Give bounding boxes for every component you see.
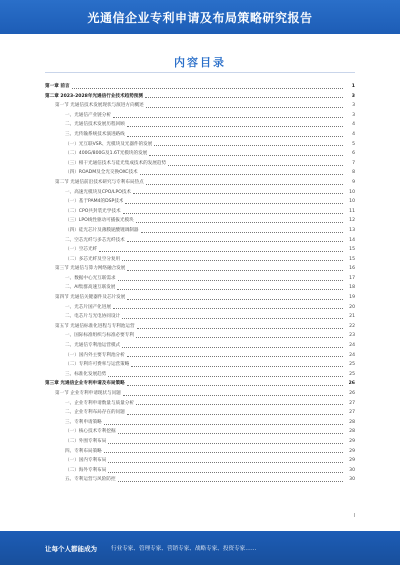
toc-entry-page: 10 <box>349 199 355 205</box>
toc-entry[interactable] <box>45 264 355 274</box>
toc-entry[interactable] <box>45 437 355 447</box>
table-of-contents <box>45 82 355 485</box>
toc-entry-page: 4 <box>352 122 355 128</box>
toc-entry-page: 10 <box>349 189 355 195</box>
toc-entry[interactable] <box>45 140 355 150</box>
toc-entry[interactable] <box>45 236 355 246</box>
toc-entry-title: 一、高速光模块及CPO/LPO技术 <box>65 189 132 195</box>
toc-leader-dots <box>136 337 343 338</box>
toc-entry[interactable] <box>45 207 355 217</box>
toc-entry-page: 8 <box>352 170 355 176</box>
toc-leader-dots <box>149 155 343 156</box>
toc-entry-page: 9 <box>352 179 355 185</box>
toc-leader-dots <box>127 299 343 300</box>
toc-leader-dots <box>131 366 343 367</box>
toc-leader-dots <box>123 213 343 214</box>
toc-entry-title: （一）核心技术专利挖掘 <box>65 429 116 435</box>
toc-leader-dots <box>118 481 343 482</box>
toc-leader-dots <box>122 260 343 261</box>
toc-entry[interactable] <box>45 341 355 351</box>
toc-entry-title: 一、数据中心光互联需求 <box>65 275 116 281</box>
toc-entry[interactable] <box>45 418 355 428</box>
toc-leader-dots <box>145 97 343 98</box>
toc-entry[interactable] <box>45 331 355 341</box>
toc-entry-title: （一）国内外主要专利池分析 <box>65 352 125 358</box>
toc-entry[interactable] <box>45 92 355 102</box>
toc-leader-dots <box>137 328 343 329</box>
toc-entry-page: 22 <box>349 323 355 329</box>
toc-entry-page: 12 <box>349 218 355 224</box>
toc-entry-page: 25 <box>349 362 355 368</box>
toc-entry-title: 二、电芯片与光电协同设计 <box>65 314 121 320</box>
toc-entry-page: 24 <box>349 343 355 349</box>
toc-entry-page: 18 <box>349 285 355 291</box>
toc-entry-page: 15 <box>349 256 355 262</box>
toc-entry-page: 3 <box>352 112 355 118</box>
toc-leader-dots <box>108 443 343 444</box>
toc-entry[interactable] <box>45 466 355 476</box>
toc-entry-page: 29 <box>349 448 355 454</box>
toc-entry[interactable] <box>45 351 355 361</box>
toc-entry-title: （四）硅光芯片及薄膜铌酸锂调制器 <box>65 227 139 233</box>
toc-entry[interactable] <box>45 360 355 370</box>
toc-leader-dots <box>127 241 343 242</box>
toc-entry-page: 11 <box>349 208 355 214</box>
toc-entry[interactable] <box>45 130 355 140</box>
toc-leader-dots <box>104 424 343 425</box>
toc-entry-title: （二）海外专利布局 <box>65 467 107 473</box>
toc-leader-dots <box>127 136 343 137</box>
toc-leader-dots <box>146 107 343 108</box>
toc-leader-dots <box>127 356 343 357</box>
toc-entry-page: 26 <box>349 391 355 396</box>
toc-leader-dots <box>113 117 343 118</box>
toc-leader-dots <box>118 280 343 281</box>
toc-entry[interactable] <box>45 322 355 332</box>
toc-entry-page: 27 <box>349 410 355 416</box>
toc-entry[interactable] <box>45 159 355 169</box>
toc-leader-dots <box>146 184 343 185</box>
toc-entry[interactable] <box>45 475 355 485</box>
toc-entry-title: 二、光通信技术发展历程回顾 <box>65 122 125 128</box>
toc-entry-title: （二）400G/800G及1.6T光模块的发展 <box>65 151 148 157</box>
toc-entry-page: 24 <box>349 352 355 358</box>
footer-tagline: 行业专家、管理专家、营销专家、战略专家、投资专家…… <box>111 546 257 552</box>
toc-entry-title: （一）国内专利布局 <box>65 458 107 464</box>
toc-entry-page: 3 <box>351 93 355 99</box>
toc-entry-page: 26 <box>348 381 355 387</box>
toc-entry-page: 15 <box>349 247 355 253</box>
toc-entry[interactable] <box>45 101 355 111</box>
page-number: I <box>353 513 355 519</box>
footer-slogan: 让每个人都能成为 <box>45 544 97 553</box>
toc-divider <box>45 72 355 73</box>
footer-banner <box>0 531 400 565</box>
toc-entry-title: （二）CPO共封装光学技术 <box>65 208 121 214</box>
toc-entry-page: 16 <box>349 266 355 272</box>
report-header-banner <box>0 0 400 34</box>
toc-leader-dots <box>133 193 343 194</box>
toc-entry-title: （一）光互联VSR、光模块及光器件的发展 <box>65 141 153 147</box>
toc-leader-dots <box>136 222 343 223</box>
toc-leader-dots <box>123 395 343 396</box>
toc-leader-dots <box>127 385 343 386</box>
toc-entry-page: 6 <box>352 151 355 157</box>
toc-leader-dots <box>136 404 343 405</box>
toc-entry-page: 29 <box>349 438 355 444</box>
toc-entry-page: 30 <box>349 477 355 483</box>
toc-entry-title: 二、企业专利布局存在的问题 <box>65 410 125 416</box>
toc-entry-title: 五、专利运营与风险防控 <box>65 477 116 483</box>
toc-entry-title: 一、光芯片国产化进展 <box>65 304 111 310</box>
toc-entry[interactable] <box>45 255 355 265</box>
toc-entry[interactable] <box>45 370 355 380</box>
toc-leader-dots <box>168 165 343 166</box>
toc-entry-title: 第四节 光通信关键器件及芯片发展 <box>55 295 126 301</box>
toc-entry-title: （二）专利许可费率与运营策略 <box>65 362 130 368</box>
toc-leader-dots <box>108 472 343 473</box>
toc-entry[interactable] <box>45 168 355 178</box>
toc-entry-page: 29 <box>349 458 355 464</box>
toc-leader-dots <box>117 289 343 290</box>
toc-entry-title: 一、国际标准组织与标准必要专利 <box>65 333 134 339</box>
toc-entry-title: 第二章 2023-2028年光通信行业技术趋势预测 <box>45 93 143 99</box>
toc-entry-page: 4 <box>352 131 355 137</box>
toc-leader-dots <box>127 126 343 127</box>
toc-entry-title: （二）外围专利布局 <box>65 438 107 444</box>
toc-entry-title: 四、专利布局策略 <box>65 448 102 454</box>
toc-entry-page: 25 <box>349 371 355 377</box>
toc-entry[interactable] <box>45 111 355 121</box>
toc-entry[interactable] <box>45 312 355 322</box>
toc-leader-dots <box>154 145 343 146</box>
toc-entry[interactable] <box>45 293 355 303</box>
toc-entry-title: （一）空芯光纤 <box>65 247 98 253</box>
toc-entry[interactable] <box>45 379 355 389</box>
toc-entry-page: 21 <box>349 314 355 320</box>
toc-entry-page: 13 <box>349 227 355 233</box>
toc-entry[interactable] <box>45 197 355 207</box>
toc-entry-page: 19 <box>349 295 355 301</box>
toc-leader-dots <box>122 347 343 348</box>
toc-entry[interactable] <box>45 178 355 188</box>
toc-entry-title: 第一节 企业专利申请现状与问题 <box>55 391 121 396</box>
toc-entry[interactable] <box>45 303 355 313</box>
toc-entry-title: 一、企业专利申请数量与质量分析 <box>65 400 134 406</box>
toc-entry[interactable] <box>45 120 355 130</box>
toc-entry[interactable] <box>45 245 355 255</box>
toc-entry-title: 第一节 光通信技术发展现状与演进方向概述 <box>55 103 144 109</box>
toc-entry-page: 14 <box>349 237 355 243</box>
toc-entry-title: 二、AI集群高速互联发展 <box>65 285 116 291</box>
toc-entry-page: 27 <box>349 400 355 406</box>
toc-leader-dots <box>72 88 343 89</box>
toc-entry-title: 第二节 光通信前沿技术研究与专利布局热点 <box>55 179 144 185</box>
toc-entry-page: 3 <box>352 103 355 109</box>
toc-entry-title: （三）LPO线性驱动可插拔光模块 <box>65 218 134 224</box>
toc-entry-page: 23 <box>349 333 355 339</box>
toc-leader-dots <box>108 462 343 463</box>
toc-leader-dots <box>108 376 343 377</box>
toc-entry-page: 30 <box>349 467 355 473</box>
toc-entry[interactable] <box>45 408 355 418</box>
toc-leader-dots <box>141 232 343 233</box>
toc-entry-title: 二、光通信专利池运营模式 <box>65 343 121 349</box>
toc-leader-dots <box>125 203 343 204</box>
report-title: 光通信企业专利申请及布局策略研究报告 <box>87 10 313 25</box>
toc-entry[interactable] <box>45 399 355 409</box>
toc-entry-title: 第一章 前言 <box>45 84 70 89</box>
toc-entry[interactable] <box>45 226 355 236</box>
toc-entry-page: 7 <box>352 160 355 166</box>
toc-entry[interactable] <box>45 82 355 92</box>
toc-leader-dots <box>122 318 343 319</box>
toc-entry-title: 三、标准化发展趋势 <box>65 371 107 377</box>
toc-entry[interactable] <box>45 283 355 293</box>
toc-entry-title: （一）基于PAM4的DSP技术 <box>65 199 124 205</box>
toc-leader-dots <box>127 270 343 271</box>
toc-entry[interactable] <box>45 456 355 466</box>
toc-entry-title: （四）ROADM及全光交换OXC技术 <box>65 170 138 176</box>
toc-entry-page: 1 <box>351 84 355 89</box>
toc-entry[interactable] <box>45 274 355 284</box>
toc-entry-title: 三、专利申请策略 <box>65 419 102 425</box>
toc-entry[interactable] <box>45 427 355 437</box>
toc-leader-dots <box>127 414 343 415</box>
toc-leader-dots <box>140 174 343 175</box>
toc-entry[interactable] <box>45 216 355 226</box>
toc-entry[interactable] <box>45 447 355 457</box>
toc-leader-dots <box>113 308 343 309</box>
toc-entry-page: 28 <box>349 429 355 435</box>
toc-leader-dots <box>104 452 343 453</box>
toc-title: 内容目录 <box>174 56 226 69</box>
toc-entry-title: 三、光传输系统技术演进路线 <box>65 131 125 137</box>
toc-entry-title: 第三节 光通信与算力网络融合发展 <box>55 266 126 272</box>
toc-entry-title: （三）相干光通信技术与硅光集成技术的发展趋势 <box>65 160 167 166</box>
toc-leader-dots <box>99 251 343 252</box>
toc-leader-dots <box>118 433 343 434</box>
toc-entry[interactable] <box>45 389 355 399</box>
toc-entry-page: 17 <box>349 275 355 281</box>
toc-entry-page: 5 <box>352 141 355 147</box>
toc-entry-title: 一、光通信产业链分析 <box>65 112 111 118</box>
toc-entry-title: 二、空芯光纤与多芯光纤技术 <box>65 237 125 243</box>
toc-entry-page: 20 <box>349 304 355 310</box>
toc-entry-title: （二）多芯光纤及空分复用 <box>65 256 121 262</box>
toc-entry-page: 28 <box>349 419 355 425</box>
toc-entry-title: 第五节 光通信标准化进程与专利池运营 <box>55 323 135 329</box>
toc-entry[interactable] <box>45 149 355 159</box>
toc-entry-title: 第三章 光通信企业专利申请及布局策略 <box>45 381 125 387</box>
toc-entry[interactable] <box>45 188 355 198</box>
